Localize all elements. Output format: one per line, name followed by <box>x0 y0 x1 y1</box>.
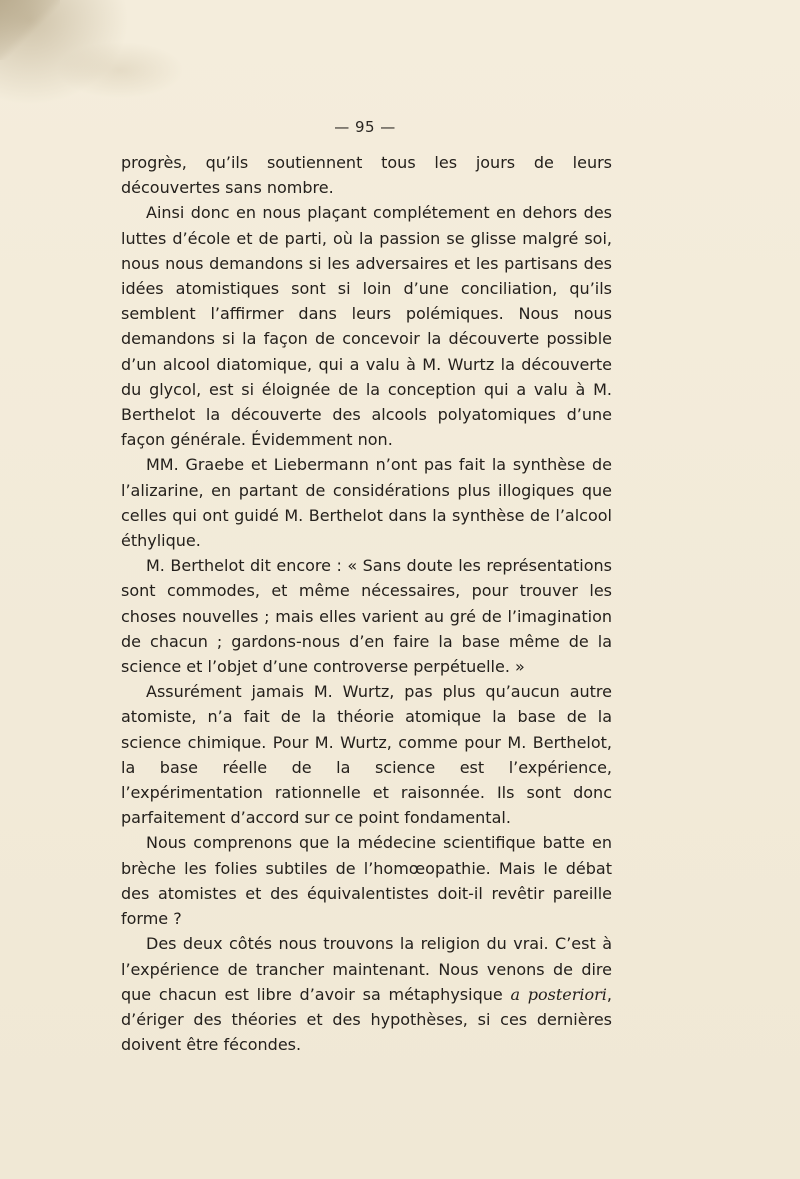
paragraph-text: , d’ériger des théories et des hypothèses, si ces dernières doivent être fécondes. <box>121 984 613 1055</box>
paragraph-text: progrès, qu’ils soutiennent tous les jours de leurs découvertes sans nombre. <box>121 153 612 198</box>
paragraph <box>121 553 612 679</box>
body-text <box>121 150 612 1057</box>
paragraph <box>121 830 612 931</box>
paragraph <box>121 679 612 830</box>
paragraph-text: MM. Graebe et Liebermann n’ont pas fait la synthèse de l’alizarine, en partant de considérations plus illogiques que celles qui ont guidé M. Berthelot dans la synthèse de l’alcool éthylique. <box>121 455 612 551</box>
page-corner-stain <box>0 0 60 60</box>
paragraph-text: M. Berthelot dit encore : « Sans doute les représentations sont commodes, et même nécessaires, pour trouver les choses nouvelles ; mais elles varient au gré de l’imagination de chacun ; gardons-nous d’en faire la base même de la science et l’objet d’une controverse perpétuelle. » <box>121 556 612 677</box>
paragraph-text: Nous comprenons que la médecine scientifique batte en brèche les folies subtiles de l’homœopathie. Mais le débat des atomistes et des équivalentistes doit-il revêtir pareille forme ? <box>121 833 612 929</box>
page-number: — 95 — <box>334 118 396 136</box>
paragraph-text: Des deux côtés nous trouvons la religion du vrai. C’est à l’expérience de trancher maintenant. Nous venons de dire que chacun est libre d’avoir sa métaphysique <box>121 934 612 1004</box>
paragraph <box>121 200 612 452</box>
paragraph <box>121 452 612 553</box>
paragraph <box>121 931 612 1057</box>
paragraph-text: Ainsi donc en nous plaçant complétement en dehors des luttes d’école et de parti, où la passion se glisse malgré soi, nous nous demandons si les adversaires et les partisans des idées atomistiques sont si loin d’une conciliation, qu’ils semblent l’affirmer dans leurs polémiques. Nous nous demandons si la façon de concevoir la découverte possible d’un alcool diatomique, qui a valu à M. Wurtz la découverte du glycol, est si éloignée de la conception qui a valu à M. Berthelot la découverte des alcools polyatomiques d’une façon générale. Évidemment non. <box>121 203 612 450</box>
paragraph <box>121 150 612 200</box>
paragraph-text: Assurément jamais M. Wurtz, pas plus qu’aucun autre atomiste, n’a fait de la théorie atomique la base de la science chimique. Pour M. Wurtz, comme pour M. Berthelot, la base réelle de la science est l’expérience, l’expérimentation rationnelle et raisonnée. Ils sont donc parfaitement d’accord sur ce point fondamental. <box>121 682 612 828</box>
italic-phrase: a posteriori <box>510 984 607 1004</box>
